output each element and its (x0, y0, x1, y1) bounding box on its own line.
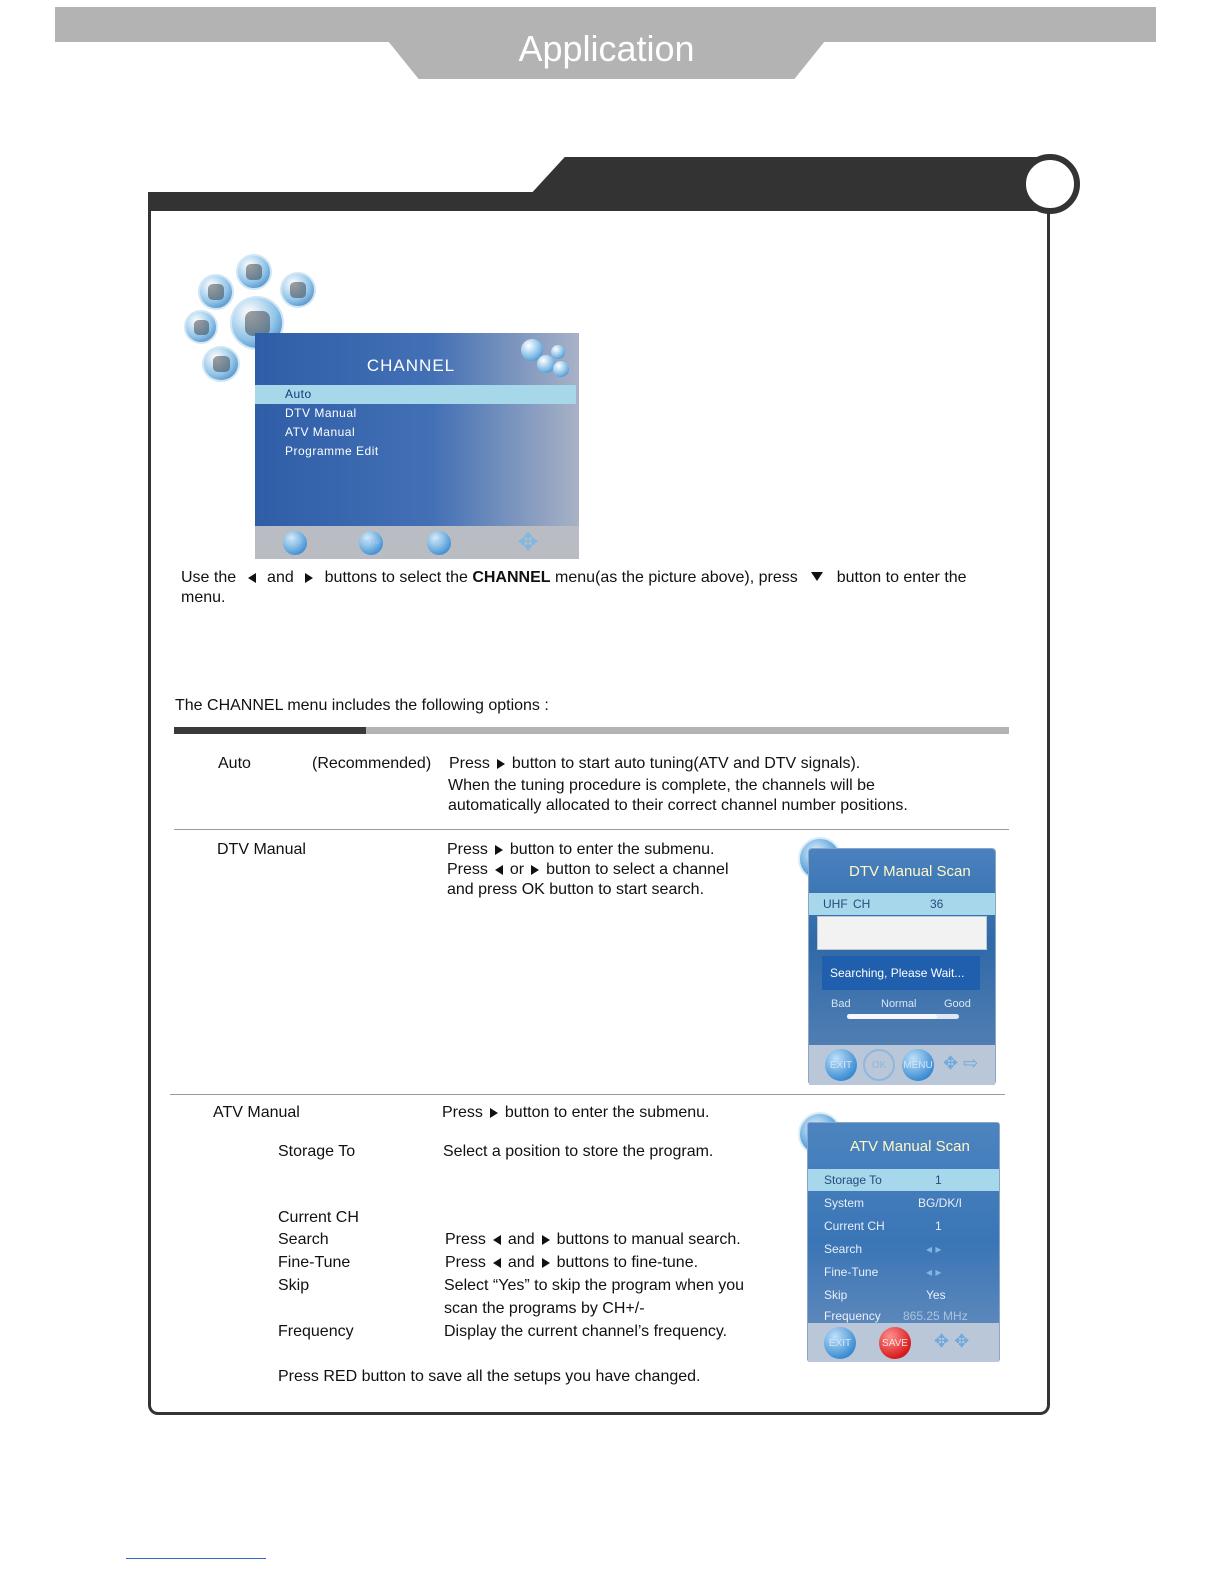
search-press-text: Press (445, 1231, 486, 1248)
skip-label: Skip (278, 1277, 310, 1294)
fine-tune-label: Fine-Tune (278, 1254, 351, 1271)
frame-tab (528, 157, 1053, 197)
right-arrow-icon (531, 865, 539, 875)
frequency-desc: Display the current channel’s frequency. (444, 1323, 728, 1340)
save-button[interactable]: SAVE (879, 1327, 911, 1359)
channel-menu-footer (255, 526, 579, 559)
divider (174, 829, 1009, 830)
row-label: Search (824, 1242, 863, 1256)
search-desc-text: buttons to manual search. (556, 1231, 741, 1248)
auto-desc-line1 (449, 754, 860, 774)
intro-text: and (267, 569, 294, 586)
left-arrow-icon (493, 1258, 501, 1268)
channel-menu-item-programme-edit[interactable]: Programme Edit (285, 444, 379, 458)
right-arrow-icon (490, 1108, 498, 1118)
dtv-press-text: Press (447, 841, 488, 858)
fine-tune-desc (445, 1253, 698, 1273)
atv-row-system[interactable] (808, 1192, 999, 1214)
current-ch-label: Current CH (278, 1209, 359, 1226)
row-value: 1 (935, 1173, 942, 1187)
intro-bold-channel: CHANNEL (472, 569, 551, 586)
atv-desc-line1 (442, 1103, 710, 1123)
atv-manual-scan-panel (807, 1122, 1000, 1362)
picture-icon (198, 274, 234, 310)
search-label: Search (278, 1231, 329, 1248)
dtv-desc-line1 (447, 840, 715, 860)
dtv-result-box (817, 916, 987, 950)
sound-icon (184, 310, 218, 344)
dtv-band: UHF (823, 897, 848, 911)
dtv-line2-text: button to select a channel (546, 861, 729, 878)
row-label: Fine-Tune (824, 1265, 879, 1279)
skip-desc-line1: Select “Yes” to skip the program when you (444, 1277, 745, 1294)
atv-row-current-ch[interactable] (808, 1215, 999, 1237)
intro-text: buttons to select the (324, 569, 468, 586)
channel-menu-title: CHANNEL (366, 356, 456, 375)
signal-bar (847, 1014, 959, 1019)
channel-menu-item-auto[interactable]: Auto (255, 385, 576, 404)
channel-menu-item-dtv-manual[interactable]: DTV Manual (285, 406, 357, 420)
row-value: BG/DK/I (918, 1196, 963, 1210)
nav-arrows-icon: ✥ ✥ (934, 1331, 970, 1351)
atv-row-search[interactable] (808, 1238, 999, 1260)
atv-row-skip[interactable] (808, 1284, 999, 1306)
right-arrow-icon (495, 845, 503, 855)
dtv-panel-title: DTV Manual Scan (849, 863, 971, 880)
row-label: System (824, 1196, 865, 1210)
intro-text: button to enter the (836, 569, 967, 586)
row-value: 865.25 MHz (903, 1309, 968, 1323)
channel-menu-item-atv-manual[interactable]: ATV Manual (285, 425, 356, 439)
dtv-desc-line2 (447, 860, 729, 880)
ok-button[interactable]: OK (427, 531, 451, 555)
storage-to-desc: Select a position to store the program. (443, 1143, 714, 1160)
search-desc (445, 1230, 741, 1250)
options-heading: The CHANNEL menu includes the following options : (175, 697, 549, 714)
signal-bad-label: Bad (831, 998, 851, 1010)
left-arrow-icon (493, 1235, 501, 1245)
row-label: Current CH (824, 1219, 885, 1233)
finetune-and-text: and (507, 1254, 535, 1271)
row-label: Storage To (824, 1173, 882, 1187)
frequency-label: Frequency (278, 1323, 354, 1340)
atv-row-storage-to[interactable] (808, 1169, 999, 1191)
dtv-searching-status: Searching, Please Wait... (822, 956, 980, 990)
storage-to-label: Storage To (278, 1143, 356, 1160)
menu-button[interactable]: MENU (902, 1049, 934, 1081)
exit-button[interactable]: EXIT (825, 1049, 857, 1081)
atv-label: ATV Manual (213, 1104, 300, 1121)
time-icon (202, 346, 240, 382)
dtv-panel-footer (809, 1045, 995, 1085)
dtv-channel-row[interactable] (809, 893, 995, 915)
skip-desc-line2: scan the programs by CH+/- (444, 1300, 645, 1317)
decorative-bubbles-icon (517, 337, 573, 385)
auto-line1-text: button to start auto tuning(ATV and DTV signals). (511, 755, 861, 772)
atv-row-fine-tune[interactable] (808, 1261, 999, 1283)
right-arrow-icon (542, 1235, 550, 1245)
down-arrow-icon (811, 572, 823, 581)
right-arrow-icon (305, 573, 313, 583)
row-value-arrows-icon: ◂ ▸ (926, 1242, 942, 1256)
channel-menu-screenshot (255, 333, 579, 559)
menu-button[interactable]: MENU (359, 531, 383, 555)
dtv-ch-value: 36 (930, 897, 944, 911)
auto-desc-line2: When the tuning procedure is complete, the channels will be (448, 777, 875, 794)
ok-button[interactable]: OK (863, 1049, 895, 1081)
search-and-text: and (507, 1231, 535, 1248)
row-value: 1 (935, 1219, 942, 1233)
auto-label: Auto (218, 755, 251, 772)
page-number-circle (1020, 154, 1080, 214)
dtv-desc-line3: and press OK button to start search. (447, 881, 705, 898)
intro-paragraph (181, 568, 1001, 608)
dtv-press-text: Press (447, 861, 488, 878)
exit-button[interactable]: EXIT (283, 531, 307, 555)
left-arrow-icon (248, 573, 256, 583)
atv-panel-footer (808, 1323, 999, 1362)
lock-icon (280, 272, 316, 308)
signal-normal-label: Normal (881, 998, 917, 1010)
row-value: Yes (926, 1288, 946, 1302)
intro-text: menu(as the picture above), press (554, 569, 798, 586)
right-arrow-icon (542, 1258, 550, 1268)
dtv-line1-text: button to enter the submenu. (509, 841, 715, 858)
nav-arrows-icon: ✥ ⇨ (943, 1053, 979, 1073)
nav-arrows-icon: ✥ (517, 529, 539, 556)
intro-text: Use the (181, 569, 237, 586)
section-bar-accent (174, 727, 366, 734)
footer-line (126, 1558, 266, 1559)
right-arrow-icon (497, 759, 505, 769)
divider (170, 1094, 1005, 1095)
auto-desc-line3: automatically allocated to their correct channel number positions. (448, 797, 908, 814)
finetune-press-text: Press (445, 1254, 486, 1271)
dtv-ch-label: CH (853, 897, 871, 911)
tools-icon (236, 254, 272, 290)
dtv-or-text: or (509, 861, 525, 878)
row-label: Frequency (824, 1309, 881, 1323)
finetune-desc-text: buttons to fine-tune. (556, 1254, 699, 1271)
signal-bar-fill (847, 1014, 937, 1019)
atv-line1-text: button to enter the submenu. (504, 1104, 710, 1121)
dtv-manual-scan-panel (808, 848, 996, 1085)
save-note: Press RED button to save all the setups you have changed. (278, 1368, 701, 1385)
auto-press-text: Press (449, 755, 490, 772)
auto-note: (Recommended) (312, 755, 432, 772)
atv-press-text: Press (442, 1104, 483, 1121)
atv-panel-title: ATV Manual Scan (850, 1138, 970, 1155)
intro-text: menu. (181, 589, 226, 606)
signal-good-label: Good (944, 998, 971, 1010)
dtv-label: DTV Manual (217, 841, 306, 858)
left-arrow-icon (495, 865, 503, 875)
row-label: Skip (824, 1288, 848, 1302)
exit-button[interactable]: EXIT (824, 1327, 856, 1359)
page-title: Application (518, 28, 695, 69)
row-value-arrows-icon: ◂ ▸ (926, 1265, 942, 1279)
